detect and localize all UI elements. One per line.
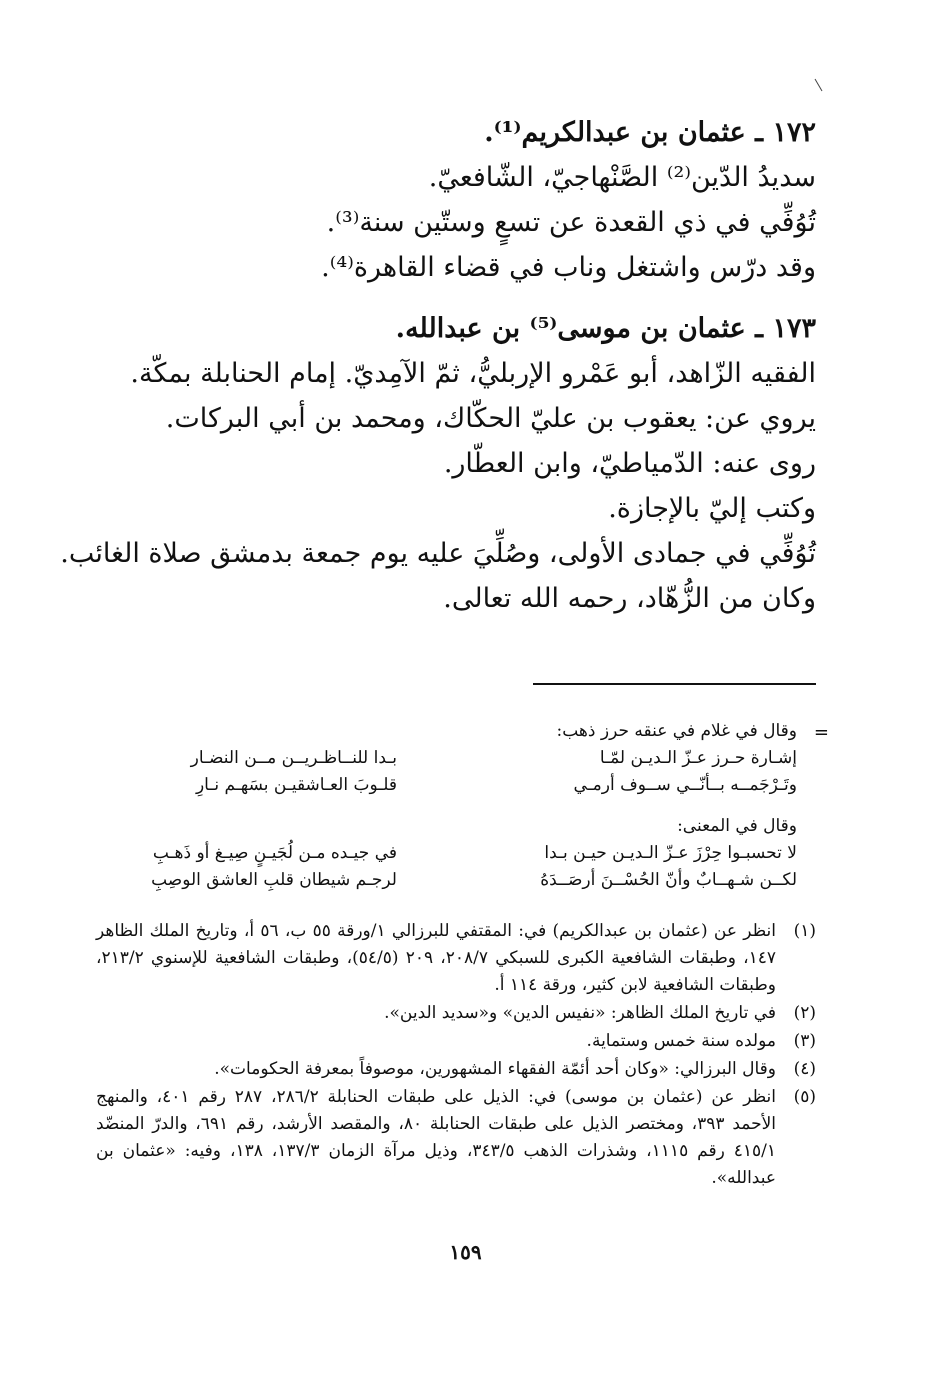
footnote-number: (٥) bbox=[793, 1087, 816, 1107]
entry-line: تُوُفِّي في ذي القعدة عن تسعٍ وستّين سنة⁽³⁾. bbox=[326, 207, 816, 238]
verse bbox=[97, 867, 797, 894]
entry-line: وقد درّس واشتغل وناب في قضاء القاهرة⁽⁴⁾. bbox=[321, 252, 816, 283]
entry-line: وكتب إليّ بالإجازة. bbox=[608, 493, 816, 524]
entry-heading-172: ١٧٢ ـ عثمان بن عبدالكريم⁽¹⁾. bbox=[484, 117, 816, 148]
footnote bbox=[96, 1028, 816, 1055]
footnote bbox=[96, 1056, 816, 1083]
verse-first-hemistich: لكــن شـهــابٌ وأنّ الحُسْــنَ أرصَــدَهُ bbox=[540, 870, 797, 890]
page-number: ١٥٩ bbox=[449, 1240, 482, 1264]
footnote-number: (٢) bbox=[793, 1003, 816, 1023]
verse bbox=[97, 772, 797, 799]
footnote bbox=[96, 1084, 816, 1192]
footnote bbox=[96, 918, 816, 999]
verse-second-hemistich: بـدا للنــاظـريــن مــن النضـار bbox=[190, 748, 397, 768]
entry-line: روى عنه: الدّمياطيّ، وابن العطّار. bbox=[443, 448, 816, 479]
footnote-number: (٣) bbox=[793, 1031, 816, 1051]
verse-second-hemistich: قلـوبَ العـاشقيـن بسَهـم نـارِ bbox=[195, 775, 397, 795]
poem-intro: وقال في المعنى: bbox=[677, 816, 797, 836]
footnotes bbox=[96, 918, 816, 1193]
entry-line: تُوُفِّي في جمادى الأولى، وصُلِّيَ عليه يوم جمعة بدمشق صلاة الغائب. bbox=[60, 538, 816, 569]
footnote-number: (٤) bbox=[793, 1059, 816, 1079]
footnote-number: (١) bbox=[793, 921, 816, 941]
verse-first-hemistich: إشـارة حـرز عـزّ الـديـن لمّـا bbox=[599, 748, 797, 768]
poems-section bbox=[97, 718, 797, 894]
poem-intro: وقال في غلام في عنقه حرز ذهب: bbox=[556, 721, 797, 741]
footnote-text: في تاريخ الملك الظاهر: «نفيس الدين» و«سديد الدين». bbox=[384, 1003, 776, 1023]
entry-heading-173: ١٧٣ ـ عثمان بن موسى⁽⁵⁾ بن عبدالله. bbox=[395, 313, 816, 344]
footnote-text: انظر عن (عثمان بن موسى) في: الذيل على طبقات الحنابلة ٢٨٦/٢، ٢٨٧ رقم ٤٠١، والمنهج الأحمد ٣٩٣، ومختصر الذيل على طبقات الحنابلة ٨٠، والمقصد الأرشد، رقم ٦٩١، والدرّ المنضّد ٤١٥/١ رقم ١١١٥، وشذرات الذهب ٣٤٣/٥، وذيل مرآة الزمان ١٣٧/٣، ١٣٨، وفيه: «عثمان بن عبدالله». bbox=[96, 1087, 776, 1188]
entry-line: وكان من الزُّهّاد، رحمه الله تعالى. bbox=[443, 583, 816, 614]
verse-second-hemistich: لرجـم شيطان قلبِ العاشق الوصِبِ bbox=[151, 870, 397, 890]
footnote-text: مولده سنة خمس وستماية. bbox=[586, 1031, 776, 1051]
scan-mark bbox=[813, 78, 825, 92]
entry-line: يروي عن: يعقوب بن عليّ الحكّاك، ومحمد بن أبي البركات. bbox=[165, 403, 816, 434]
entry-line: الفقيه الزّاهد، أبو عَمْرو الإربليُّ، ثمّ الآمِديّ. إمام الحنابلة بمكّة. bbox=[130, 358, 816, 389]
main-text bbox=[60, 110, 816, 621]
entry-line: سديدُ الدّين⁽²⁾ الصَّنْهاجيّ، الشّافعيّ. bbox=[428, 162, 816, 193]
footnote-text: وقال البرزالي: «وكان أحد أئمّة الفقهاء المشهورين، موصوفاً بمعرفة الحكومات». bbox=[214, 1059, 776, 1079]
footnote bbox=[96, 1000, 816, 1027]
continuation-mark: = bbox=[813, 722, 829, 743]
footnote-text: انظر عن (عثمان بن عبدالكريم) في: المقتفي للبرزالي ١/ورقة ٥٥ ب، ٥٦ أ، وتاريخ الملك الظاهر ١٤٧، وطبقات الشافعية الكبرى للسبكي ٢٠٨/٧، ٢٠٩ (٥٤/٥)، وطبقات الشافعية للإسنوي ٢١٣/٢، وطبقات الشافعية لابن كثير، ورقة ١١٤ أ. bbox=[96, 921, 776, 995]
verse-first-hemistich: لا تحسبـوا حِرْزَ عـزّ الـديـن حيـن بـدا bbox=[544, 843, 797, 863]
verse-first-hemistich: وتَـرْجَمــه بــأنّــي ســوف أرمـي bbox=[573, 775, 797, 795]
verse bbox=[97, 745, 797, 772]
verse-second-hemistich: في جيـده مـن لُجَيـنٍ صِيـغ أو ذَهـبِ bbox=[152, 843, 397, 863]
footnote-divider bbox=[533, 683, 816, 685]
verse bbox=[97, 840, 797, 867]
